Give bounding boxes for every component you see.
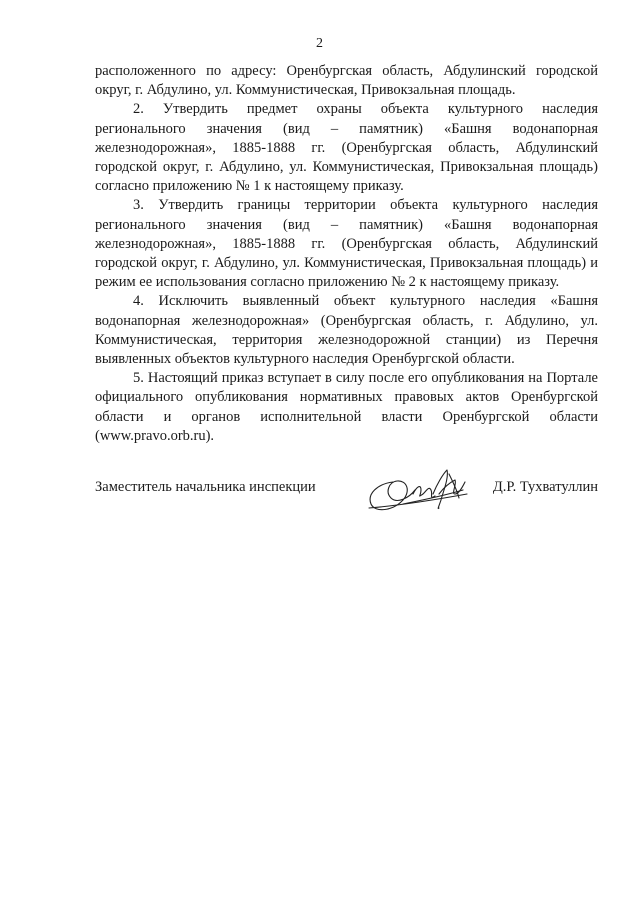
paragraph-item-3: 3. Утвердить границы территории объекта культурного наследия регионального значения (вид – памятник) «Башня водонапорная железнодорожная», 1885-1888 гг. (Оренбургская область, Абдулинский городской округ, г. Абдулино, ул. Коммунистическая, Привокзальная площадь) и режим ее использования согласно приложению № 2 к настоящему приказу. bbox=[95, 197, 598, 291]
signer-name: Д.Р. Тухватуллин bbox=[492, 479, 598, 495]
document-body bbox=[95, 62, 598, 446]
paragraph-item-5: 5. Настоящий приказ вступает в силу после его опубликования на Портале официального опубликования нормативных правовых актов Оренбургской области и органов исполнительной власти Оренбургской области (www.pravo.orb.ru). bbox=[95, 370, 598, 444]
paragraph-item-4: 4. Исключить выявленный объект культурного наследия «Башня водонапорная железнодорожная» (Оренбургская область, г. Абдулино, ул. Коммунистическая, территория железнодорожной станции) из Перечня выявленных объектов культурного наследия Оренбургской области. bbox=[95, 293, 598, 368]
paragraph-item-2: 2. Утвердить предмет охраны объекта культурного наследия регионального значения (вид – памятник) «Башня водонапорная железнодорожная», 1885-1888 гг. (Оренбургская область, Абдулинский городской округ, г. Абдулино, ул. Коммунистическая, Привокзальная площадь) согласно приложению № 1 к настоящему приказу. bbox=[95, 101, 598, 195]
signer-title: Заместитель начальника инспекции bbox=[95, 479, 316, 495]
page-number: 2 bbox=[316, 36, 323, 51]
signature-block bbox=[95, 478, 598, 528]
paragraph-continuation: расположенного по адресу: Оренбургская область, Абдулинский городской округ, г. Абдулино, ул. Коммунистическая, Привокзальная площадь. bbox=[95, 63, 598, 99]
handwritten-signature bbox=[363, 464, 475, 516]
